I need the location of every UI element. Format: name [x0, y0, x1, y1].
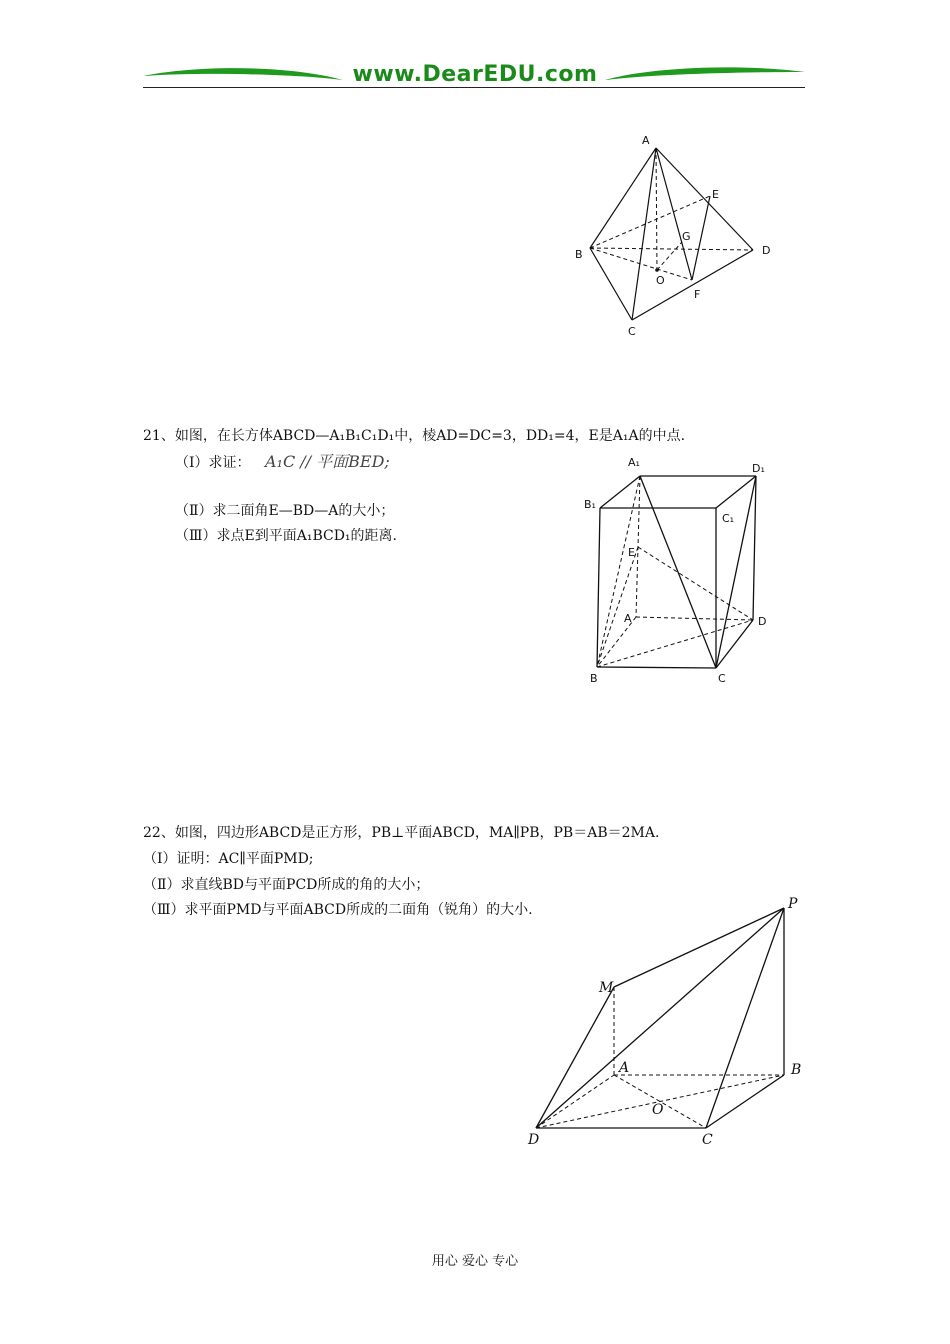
q21-stem: 21、如图，在长方体ABCD—A₁B₁C₁D₁中，棱AD=DC=3，DD₁=4，E是A₁A的中点. — [143, 428, 686, 444]
fig3-label-P: P — [788, 896, 798, 912]
figure-tetrahedron — [570, 130, 780, 345]
header-rule — [143, 87, 805, 88]
q21-part-1-label: （Ⅰ）求证： — [175, 455, 251, 471]
fig2-label-C1: C₁ — [722, 512, 735, 525]
fig1-label-O: O — [656, 274, 665, 287]
page-footer: 用心 爱心 专心 — [431, 1254, 519, 1269]
q21-part-2: （Ⅱ）求二面角E—BD—A的大小； — [175, 503, 395, 519]
fig1-label-E: E — [712, 188, 719, 201]
q22-part-3: （Ⅲ）求平面PMD与平面ABCD所成的二面角（锐角）的大小. — [143, 902, 533, 918]
fig3-label-M: M — [599, 980, 614, 996]
fig1-label-A: A — [642, 134, 650, 147]
fig1-label-D: D — [762, 244, 771, 257]
fig3-label-O: O — [652, 1102, 664, 1118]
fig3-label-B: B — [791, 1062, 802, 1078]
fig1-label-G: G — [682, 230, 691, 243]
fig2-label-B1: B₁ — [584, 498, 596, 511]
header-swoosh-right — [605, 64, 805, 86]
q22-part-2: （Ⅱ）求直线BD与平面PCD所成的角的大小； — [143, 877, 430, 893]
fig2-label-E: E — [628, 546, 635, 559]
fig3-label-A: A — [619, 1060, 630, 1076]
q22-stem: 22、如图，四边形ABCD是正方形，PB⊥平面ABCD，MA∥PB，PB＝AB＝2MA. — [143, 825, 660, 841]
fig1-label-C: C — [628, 325, 636, 338]
fig1-label-B: B — [575, 248, 583, 261]
fig2-label-A: A — [624, 612, 632, 625]
site-logo-text: www.DearEDU.com — [352, 62, 598, 87]
fig3-label-D: D — [528, 1132, 540, 1148]
header-swoosh-left — [143, 64, 343, 86]
fig2-label-A1: A₁ — [628, 456, 640, 469]
q21-part-1 — [175, 450, 390, 475]
fig1-label-F: F — [694, 288, 701, 301]
q21-part-1-formula: A₁C // 平面BED; — [264, 452, 390, 471]
fig2-label-C: C — [718, 672, 726, 685]
figure-cuboid — [580, 452, 780, 692]
fig2-label-D: D — [758, 615, 767, 628]
q22-part-1: （Ⅰ）证明：AC∥平面PMD; — [143, 851, 314, 867]
q21-part-3: （Ⅲ）求点E到平面A₁BCD₁的距离. — [175, 528, 397, 544]
fig2-label-B: B — [590, 672, 598, 685]
fig2-label-D1: D₁ — [752, 462, 765, 475]
figure-square-base-solid — [520, 890, 820, 1160]
fig3-label-C: C — [702, 1132, 713, 1148]
